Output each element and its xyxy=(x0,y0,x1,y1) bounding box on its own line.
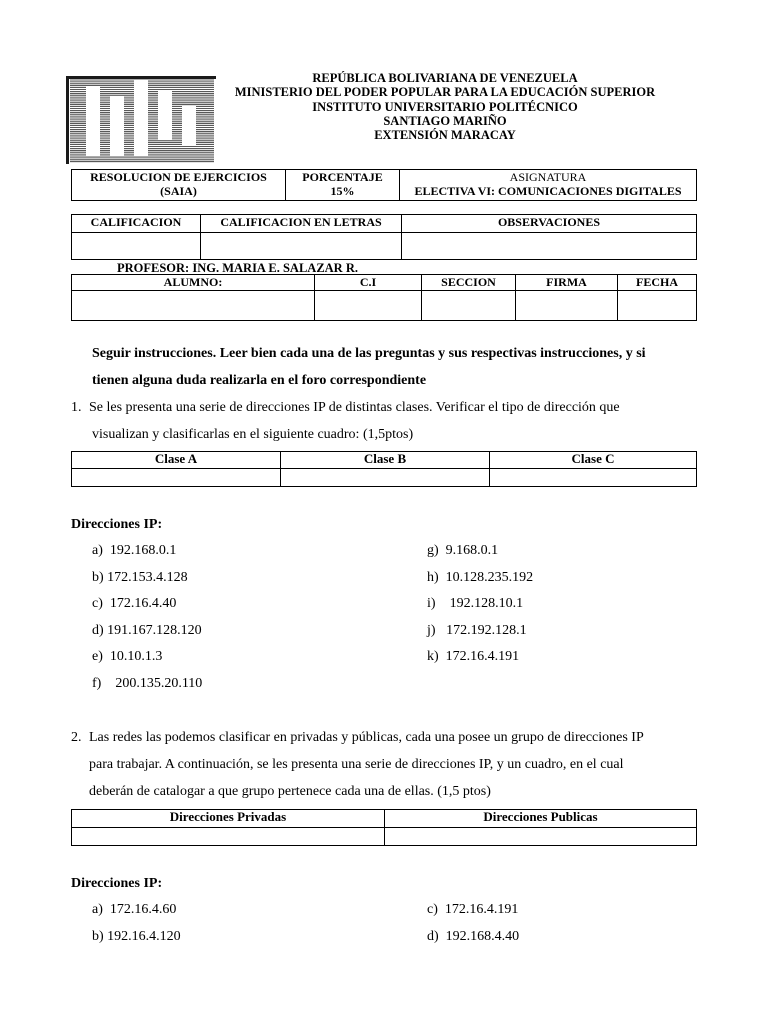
class-b-field[interactable] xyxy=(281,469,490,487)
public-header: Direcciones Publicas xyxy=(385,810,697,828)
item-label: e) xyxy=(92,649,103,665)
date-header: FECHA xyxy=(618,275,697,291)
logo-gap xyxy=(110,96,124,156)
list-item xyxy=(427,649,533,676)
item-label: a) xyxy=(92,543,103,558)
private-header: Direcciones Privadas xyxy=(72,810,385,828)
list-item xyxy=(92,676,202,703)
info-table xyxy=(71,169,697,201)
question-text: Se les presenta una serie de direcciones IP de distintas clases. Verificar el tipo de dirección que xyxy=(89,400,620,415)
item-label: b) xyxy=(92,569,104,585)
item-ip: 191.167.128.120 xyxy=(107,622,202,638)
item-ip: 172.16.4.60 xyxy=(109,902,177,917)
observations-header: OBSERVACIONES xyxy=(402,215,697,233)
item-ip: 172.153.4.128 xyxy=(107,569,188,585)
item-ip: 172.16.4.40 xyxy=(109,596,177,612)
item-ip: 200.135.20.110 xyxy=(115,675,203,691)
header-line: INSTITUTO UNIVERSITARIO POLITÉCNICO xyxy=(312,99,578,114)
item-label: g) xyxy=(427,543,439,558)
ip-list-left xyxy=(92,902,181,955)
item-label: d) xyxy=(92,622,104,638)
institution-header xyxy=(180,71,710,142)
item-label: i) xyxy=(427,596,436,612)
header-line: REPÚBLICA BOLIVARIANA DE VENEZUELA xyxy=(312,71,578,85)
list-item xyxy=(427,929,519,956)
question-number: 1. xyxy=(71,400,82,415)
item-label: a) xyxy=(92,902,103,917)
ip-list-title: Direcciones IP: xyxy=(71,876,163,891)
question-1 xyxy=(71,394,711,448)
question-text: visualizan y clasificarlas en el siguiente cuadro: (1,5ptos) xyxy=(92,427,414,442)
activity-label: RESOLUCION DE EJERCICIOS xyxy=(90,170,267,184)
subject-name: ELECTIVA VI: COMUNICACIONES DIGITALES xyxy=(414,184,682,198)
section-field[interactable] xyxy=(422,291,516,321)
header-line: MINISTERIO DEL PODER POPULAR PARA LA EDUCACIÓN SUPERIOR xyxy=(234,85,656,100)
ip-list-title: Direcciones IP: xyxy=(71,517,163,532)
item-label: d) xyxy=(427,928,439,944)
list-item xyxy=(427,543,533,570)
observations-field[interactable] xyxy=(402,233,697,260)
signature-field[interactable] xyxy=(516,291,618,321)
item-label: f) xyxy=(92,675,102,691)
item-label: b) xyxy=(92,928,104,944)
header-line: SANTIAGO MARIÑO xyxy=(383,113,507,128)
item-label: c) xyxy=(427,902,438,917)
list-item xyxy=(92,596,202,623)
instructions-line: tienen alguna duda realizarla en el foro correspondiente xyxy=(92,373,427,388)
item-label: c) xyxy=(92,596,103,612)
network-table xyxy=(71,809,697,846)
item-ip: 192.16.4.120 xyxy=(107,928,181,944)
list-item xyxy=(92,623,202,650)
header-line: EXTENSIÓN MARACAY xyxy=(374,128,516,143)
activity-type: (SAIA) xyxy=(160,184,197,198)
list-item xyxy=(427,623,533,650)
list-item xyxy=(427,902,519,929)
class-b-header: Clase B xyxy=(281,452,490,469)
grade-table xyxy=(71,214,697,260)
class-table xyxy=(71,451,697,487)
item-ip: 9.168.0.1 xyxy=(445,543,499,558)
item-label: j) xyxy=(427,622,436,638)
percentage-cell xyxy=(286,170,400,201)
instructions xyxy=(92,340,712,394)
student-header: ALUMNO: xyxy=(72,275,315,291)
subject-label: ASIGNATURA xyxy=(509,170,587,184)
logo-gap xyxy=(158,90,172,140)
id-field[interactable] xyxy=(315,291,422,321)
question-text: para trabajar. A continuación, se les presenta una serie de direcciones IP, y un cuadro, en el cual xyxy=(89,757,624,772)
grade-field[interactable] xyxy=(72,233,201,260)
section-header: SECCION xyxy=(422,275,516,291)
item-ip: 10.128.235.192 xyxy=(445,569,534,585)
id-header: C.I xyxy=(315,275,422,291)
list-item xyxy=(92,902,181,929)
class-c-header: Clase C xyxy=(490,452,697,469)
item-label: k) xyxy=(427,649,439,665)
ip-list-right xyxy=(427,902,519,955)
question-number: 2. xyxy=(71,730,82,745)
item-ip: 172.192.128.1 xyxy=(446,622,527,638)
activity-cell xyxy=(72,170,286,201)
instructions-line: Seguir instrucciones. Leer bien cada una de las preguntas y sus respectivas instrucciones, y si xyxy=(92,346,646,361)
professor-name: PROFESOR: ING. MARIA E. SALAZAR R. xyxy=(117,261,358,275)
list-item xyxy=(427,570,533,597)
percentage-value: 15% xyxy=(330,184,355,198)
grade-letters-header: CALIFICACION EN LETRAS xyxy=(201,215,402,233)
percentage-label: PORCENTAJE xyxy=(302,170,383,184)
ip-list-left xyxy=(92,543,202,703)
logo-gap xyxy=(134,80,148,156)
grade-letters-field[interactable] xyxy=(201,233,402,260)
private-field[interactable] xyxy=(72,828,385,846)
item-ip: 172.16.4.191 xyxy=(445,649,520,665)
item-ip: 10.10.1.3 xyxy=(109,649,163,665)
date-field[interactable] xyxy=(618,291,697,321)
item-label: h) xyxy=(427,569,439,585)
subject-cell xyxy=(400,170,697,201)
signature-header: FIRMA xyxy=(516,275,618,291)
student-field[interactable] xyxy=(72,291,315,321)
item-ip: 192.168.4.40 xyxy=(445,928,520,944)
list-item xyxy=(92,649,202,676)
question-text: deberán de catalogar a que grupo pertenece cada una de ellas. (1,5 ptos) xyxy=(89,784,491,799)
list-item xyxy=(92,929,181,956)
logo-gap xyxy=(86,86,100,156)
item-ip: 172.16.4.191 xyxy=(444,902,519,917)
item-ip: 192.168.0.1 xyxy=(109,543,177,558)
class-c-field[interactable] xyxy=(490,469,697,487)
item-ip: 192.128.10.1 xyxy=(449,596,524,612)
class-a-field[interactable] xyxy=(72,469,281,487)
question-text: Las redes las podemos clasificar en privadas y públicas, cada una posee un grupo de direcciones IP xyxy=(89,730,644,745)
list-item xyxy=(92,570,202,597)
class-a-header: Clase A xyxy=(72,452,281,469)
list-item xyxy=(427,596,533,623)
public-field[interactable] xyxy=(385,828,697,846)
ip-list-right xyxy=(427,543,533,676)
grade-header: CALIFICACION xyxy=(72,215,201,233)
list-item xyxy=(92,543,202,570)
question-2 xyxy=(71,724,711,805)
student-table xyxy=(71,274,697,321)
